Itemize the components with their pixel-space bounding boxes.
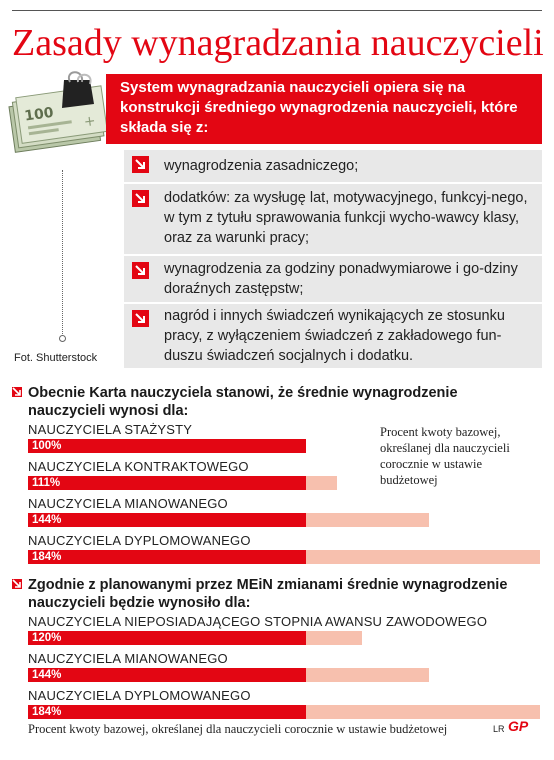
bar-category-label: NAUCZYCIELA DYPLOMOWANEGO	[28, 533, 251, 548]
arrow-down-right-icon	[132, 156, 149, 173]
intro-box	[106, 74, 542, 144]
top-rule	[12, 10, 542, 11]
chart2-title: Zgodnie z planowanymi przez MEiN zmianami średnie wynagrodzenie nauczycieli będzie wynosiło dla:	[28, 577, 508, 611]
bar	[28, 705, 306, 719]
bar-value-label: 184%	[32, 706, 62, 718]
bullet-text: wynagrodzenia zasadniczego;	[164, 158, 359, 174]
bullet-text: nagród i innych świadczeń wynikających ze stosunku pracy, z wyłączeniem świadczeń z zakładowego fun-duszu świadczeń socjalnych i dodatku.	[164, 308, 505, 364]
chart1-title: Obecnie Karta nauczyciela stanowi, że średnie wynagrodzenie nauczycieli wynosi dla:	[28, 385, 458, 419]
bar-category-label: NAUCZYCIELA MIANOWANEGO	[28, 496, 228, 511]
bar-extension	[306, 631, 362, 645]
arrow-down-right-icon	[132, 190, 149, 207]
bar-extension	[306, 513, 429, 527]
bar	[28, 668, 306, 682]
photo-credit: Fot. Shutterstock	[14, 352, 98, 364]
arrow-down-right-icon	[132, 262, 149, 279]
svg-text:+: +	[82, 112, 97, 131]
bar	[28, 476, 306, 490]
bar-extension	[306, 668, 429, 682]
bar-category-label: NAUCZYCIELA KONTRAKTOWEGO	[28, 459, 249, 474]
bar-category-label: NAUCZYCIELA DYPLOMOWANEGO	[28, 688, 251, 703]
author-initials: LR	[493, 724, 505, 734]
bullet-text: wynagrodzenia za godziny ponadwymiarowe i go-dziny doraźnych zastępstw;	[164, 261, 518, 297]
bar-extension	[306, 705, 540, 719]
bar-category-label: NAUCZYCIELA STAŻYSTY	[28, 422, 193, 437]
bar-category-label: NAUCZYCIELA NIEPOSIADAJĄCEGO STOPNIA AWANSU ZAWODOWEGO	[28, 614, 488, 629]
bullet-text: dodatków: za wysługę lat, motywacyjnego, funkcyj-nego, w tym z tytułu sprawowania funkcji wycho-wawcy klasy, oraz za warunki pracy;	[164, 190, 528, 246]
photo-pointer-dot	[59, 335, 66, 342]
photo-pointer-line	[62, 170, 63, 338]
bar-value-label: 144%	[32, 669, 62, 681]
bar	[28, 439, 306, 453]
intro-text: System wynagradzania nauczycieli opiera się na konstrukcji średniego wynagrodzenia nauczycieli, które składa się z:	[120, 79, 518, 136]
chart1-side-note: Procent kwoty bazowej, określanej dla nauczycieli corocznie w ustawie budżetowej	[380, 425, 510, 487]
bar-value-label: 100%	[32, 440, 62, 452]
bar	[28, 513, 306, 527]
bar-value-label: 144%	[32, 514, 62, 526]
arrow-down-right-icon	[132, 310, 149, 327]
bullet-item	[124, 150, 542, 182]
bar-category-label: NAUCZYCIELA MIANOWANEGO	[28, 651, 228, 666]
bullet-item	[124, 256, 542, 302]
bar-extension	[306, 550, 540, 564]
publisher-logo: GP	[508, 718, 529, 734]
chart2-foot-note: Procent kwoty bazowej, określanej dla nauczycieli corocznie w ustawie budżetowej	[28, 722, 448, 736]
bar-value-label: 120%	[32, 632, 62, 644]
arrow-down-right-icon	[12, 387, 22, 397]
banknotes-image	[4, 70, 114, 170]
bullet-item	[124, 304, 542, 368]
svg-text:100: 100	[23, 104, 55, 125]
arrow-down-right-icon	[12, 579, 22, 589]
bar	[28, 550, 306, 564]
bar-value-label: 111%	[32, 477, 61, 489]
bullet-item	[124, 184, 542, 254]
bar-extension	[306, 476, 337, 490]
bar	[28, 631, 306, 645]
page-title: Zasady wynagradzania nauczycieli	[12, 22, 544, 64]
bar-value-label: 184%	[32, 551, 62, 563]
